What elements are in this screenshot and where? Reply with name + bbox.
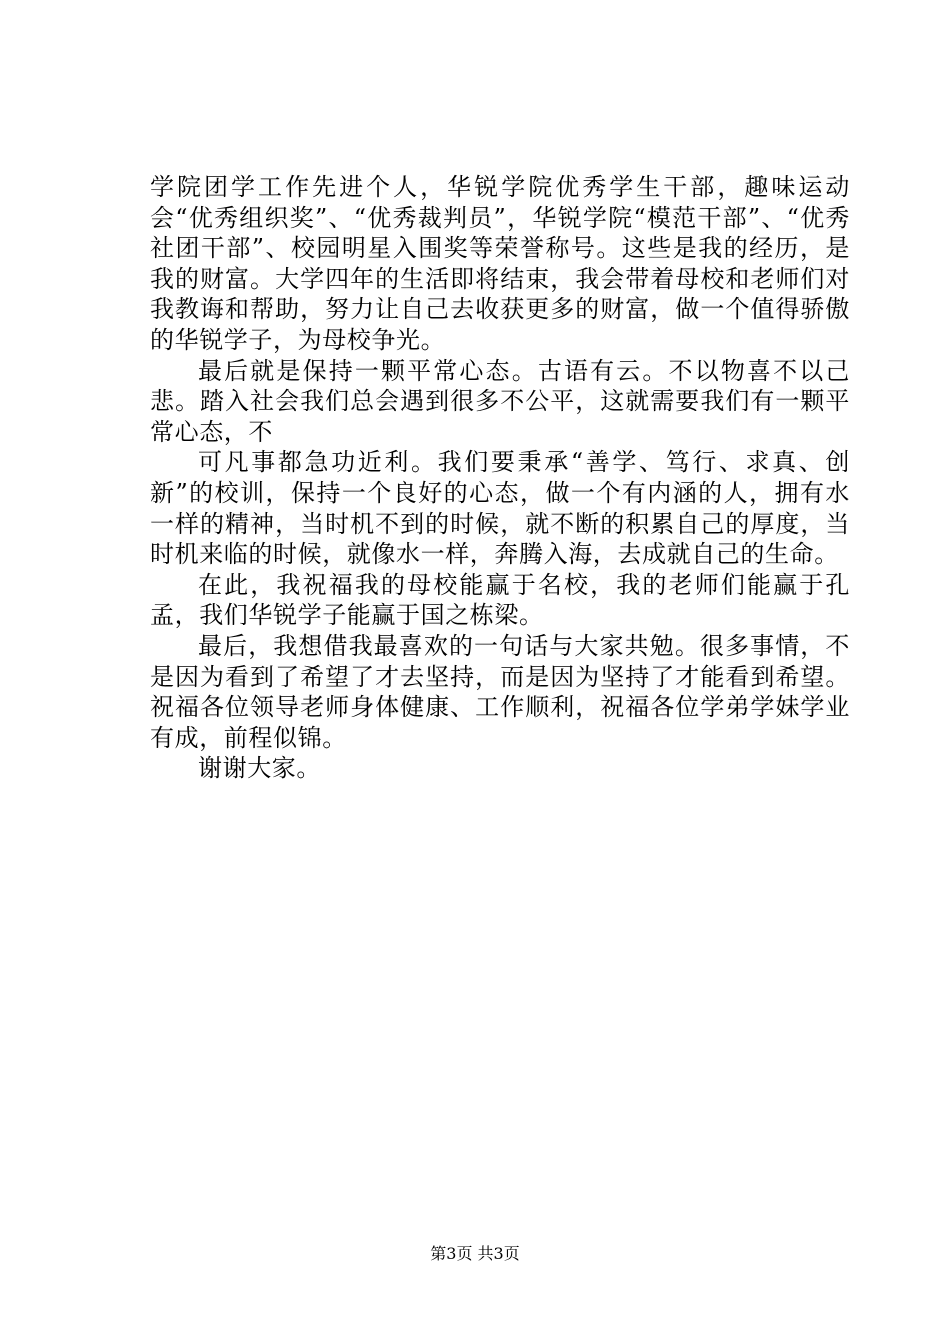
page-footer: 第3页 共3页 [430,1244,520,1263]
paragraph-5: 最后，我想借我最喜欢的一句话与大家共勉。很多事情，不是因为看到了希望了才去坚持，而是因为坚持了才能看到希望。祝福各位领导老师身体健康、工作顺利，祝福各位学弟学妹学业有成，前程似锦。 [150,631,850,752]
paragraph-6: 谢谢大家。 [198,754,321,783]
document-body [150,172,850,784]
paragraph-3: 可凡事都急功近利。我们要秉承“善学、笃行、求真、创新”的校训，保持一个良好的心态，做一个有内涵的人，拥有水一样的精神，当时机不到的时候，就不断的积累自己的厚度，当时机来临的时候，就像水一样，奔腾入海，去成就自己的生命。 [150,448,850,569]
paragraph-1: 学院团学工作先进个人，华锐学院优秀学生干部，趣味运动会“优秀组织奖”、“优秀裁判员”，华锐学院“模范干部”、“优秀社团干部”、校园明星入围奖等荣誉称号。这些是我的经历，是我的财富。大学四年的生活即将结束，我会带着母校和老师们对我教诲和帮助，努力让自己去收获更多的财富，做一个值得骄傲的华锐学子，为母校争光。 [150,173,850,354]
paragraph-4: 在此，我祝福我的母校能赢于名校，我的老师们能赢于孔孟，我们华锐学子能赢于国之栋梁。 [150,570,850,630]
paragraph-2: 最后就是保持一颗平常心态。古语有云。不以物喜不以己悲。踏入社会我们总会遇到很多不公平，这就需要我们有一颗平常心态，不 [150,356,850,446]
